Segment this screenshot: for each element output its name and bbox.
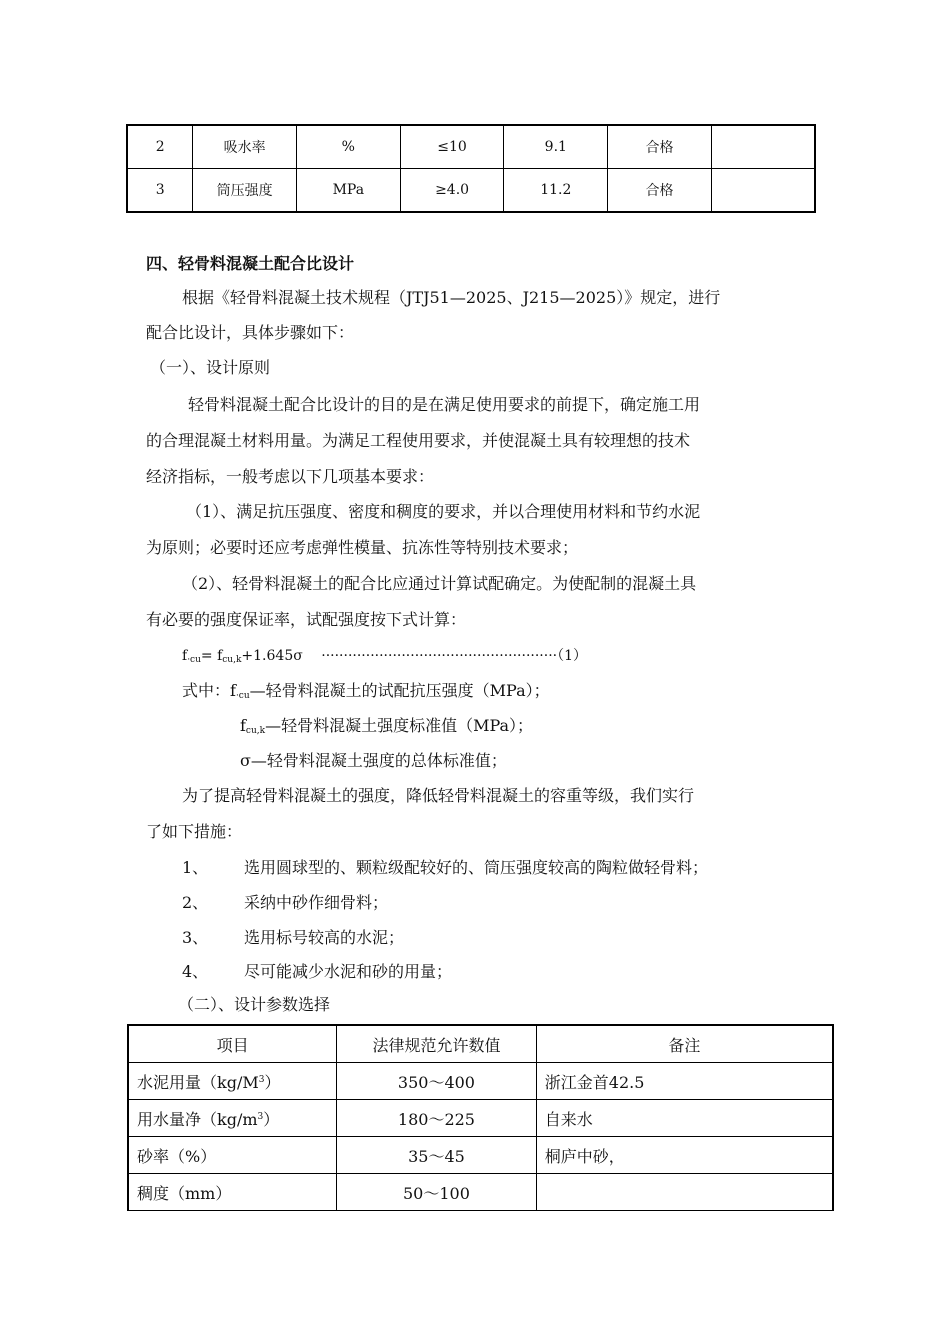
column-header: 法律规范允许数值 xyxy=(337,1025,537,1063)
param-value-cell: 180～225 xyxy=(337,1100,537,1137)
table-cell: 合格 xyxy=(608,125,712,169)
list-item-text: 尽可能减少水泥和砂的用量； xyxy=(244,962,453,981)
paragraph-line: 经济指标，一般考虑以下几项基本要求： xyxy=(146,467,435,486)
table-cell: 3 xyxy=(127,169,193,213)
param-item-cell: 砂率（%） xyxy=(128,1137,337,1174)
list-item-text: 选用圆球型的、颗粒级配较好的、筒压强度较高的陶粒做轻骨料； xyxy=(244,858,709,877)
paragraph-line: 为原则；必要时还应考虑弹性模量、抗冻性等特别技术要求； xyxy=(146,538,579,557)
section-heading: 四、轻骨料混凝土配合比设计 xyxy=(146,254,355,273)
table-cell: 2 xyxy=(127,125,193,169)
table-cell xyxy=(711,125,815,169)
param-note-cell: 自来水 xyxy=(536,1100,833,1137)
param-item-label-end: ） xyxy=(263,1109,280,1129)
list-item-text: 采纳中砂作细骨料； xyxy=(244,893,389,912)
list-item xyxy=(182,962,452,982)
list-item-text: 选用标号较高的水泥； xyxy=(244,928,405,947)
param-note-cell: 桐庐中砂， xyxy=(536,1137,833,1174)
table-row xyxy=(128,1174,833,1211)
table-cell: 9.1 xyxy=(504,125,608,169)
definition-prefix: 式中：f xyxy=(182,681,236,700)
paragraph-line: （2）、轻骨料混凝土的配合比应通过计算试配确定。为使配制的混凝土具 xyxy=(182,574,697,593)
param-value-cell: 350～400 xyxy=(337,1063,537,1100)
table-header-row xyxy=(128,1025,833,1063)
param-item-cell xyxy=(128,1063,337,1100)
list-item-number: 4、 xyxy=(182,962,209,981)
formula-rhs-subscript: cu,k xyxy=(222,655,242,665)
formula-equals: = f xyxy=(200,648,223,664)
table-cell: 筒压强度 xyxy=(193,169,297,213)
table-cell: 合格 xyxy=(608,169,712,213)
list-item-number: 1、 xyxy=(182,858,209,877)
formula-definition xyxy=(240,716,533,741)
definition-text: —轻骨料混凝土强度标准值（MPa）； xyxy=(265,716,534,735)
param-item-superscript: 3 xyxy=(258,1074,265,1085)
definition-symbol: f xyxy=(240,716,246,735)
column-header: 备注 xyxy=(536,1025,833,1063)
formula xyxy=(182,646,587,670)
formula-definition: σ—轻骨料混凝土强度的总体标准值； xyxy=(240,751,507,770)
table-cell: ≤10 xyxy=(400,125,504,169)
table-cell: 吸水率 xyxy=(193,125,297,169)
column-header: 项目 xyxy=(128,1025,337,1063)
formula-leader-dots: ····················································· xyxy=(321,648,558,664)
param-item-label: 水泥用量（kg/M xyxy=(137,1072,259,1092)
definition-text: —轻骨料混凝土的试配抗压强度（MPa）； xyxy=(249,681,550,700)
paragraph-line: 轻骨料混凝土配合比设计的目的是在满足使用要求的前提下，确定施工用 xyxy=(188,395,701,414)
material-test-table xyxy=(126,124,816,213)
paragraph-line: 为了提高轻骨料混凝土的强度，降低轻骨料混凝土的容重等级，我们实行 xyxy=(182,786,695,805)
param-note-cell xyxy=(536,1174,833,1211)
list-item-number: 3、 xyxy=(182,928,209,947)
table-cell: ≥4.0 xyxy=(400,169,504,213)
param-item-superscript: 3 xyxy=(257,1111,264,1122)
definition-subscript: ·cu xyxy=(235,691,250,701)
paragraph-line: 配合比设计，具体步骤如下： xyxy=(146,323,355,342)
table-row xyxy=(128,1100,833,1137)
param-item-label-end: ） xyxy=(264,1072,281,1092)
subsection-title: （二）、设计参数选择 xyxy=(178,995,331,1014)
paragraph-line: （1）、满足抗压强度、密度和稠度的要求，并以合理使用材料和节约水泥 xyxy=(186,502,701,521)
param-item-cell xyxy=(128,1100,337,1137)
table-row xyxy=(127,169,815,213)
table-row xyxy=(128,1137,833,1174)
list-item xyxy=(182,893,388,913)
formula-rhs: +1.645σ xyxy=(241,648,303,664)
param-note-cell: 浙江金首42.5 xyxy=(536,1063,833,1100)
paragraph-line: 了如下措施： xyxy=(146,822,243,841)
formula-number: （1） xyxy=(557,648,588,664)
subsection-title: （一）、设计原则 xyxy=(150,358,271,377)
formula-lhs: f xyxy=(182,648,188,664)
param-item-label: 用水量净（kg/m xyxy=(137,1109,258,1129)
table-cell xyxy=(711,169,815,213)
table-row xyxy=(128,1063,833,1100)
design-parameter-table xyxy=(127,1024,834,1211)
table-cell: % xyxy=(296,125,400,169)
list-item-number: 2、 xyxy=(182,893,209,912)
paragraph-line: 有必要的强度保证率，试配强度按下式计算： xyxy=(146,610,467,629)
list-item xyxy=(182,928,404,948)
table-cell: 11.2 xyxy=(504,169,608,213)
param-item-cell: 稠度（mm） xyxy=(128,1174,337,1211)
definition-subscript: cu,k xyxy=(245,726,266,736)
table-cell: MPa xyxy=(296,169,400,213)
list-item xyxy=(182,858,708,878)
formula-definition xyxy=(182,681,550,706)
paragraph-line: 的合理混凝土材料用量。为满足工程使用要求，并使混凝土具有较理想的技术 xyxy=(146,431,691,450)
table-row xyxy=(127,125,815,169)
formula-lhs-subscript: ·cu xyxy=(187,655,201,665)
paragraph-line: 根据《轻骨料混凝土技术规程（JTJ51—2025、J215—2025）》规定，进行 xyxy=(182,288,721,307)
param-value-cell: 50～100 xyxy=(337,1174,537,1211)
param-value-cell: 35～45 xyxy=(337,1137,537,1174)
